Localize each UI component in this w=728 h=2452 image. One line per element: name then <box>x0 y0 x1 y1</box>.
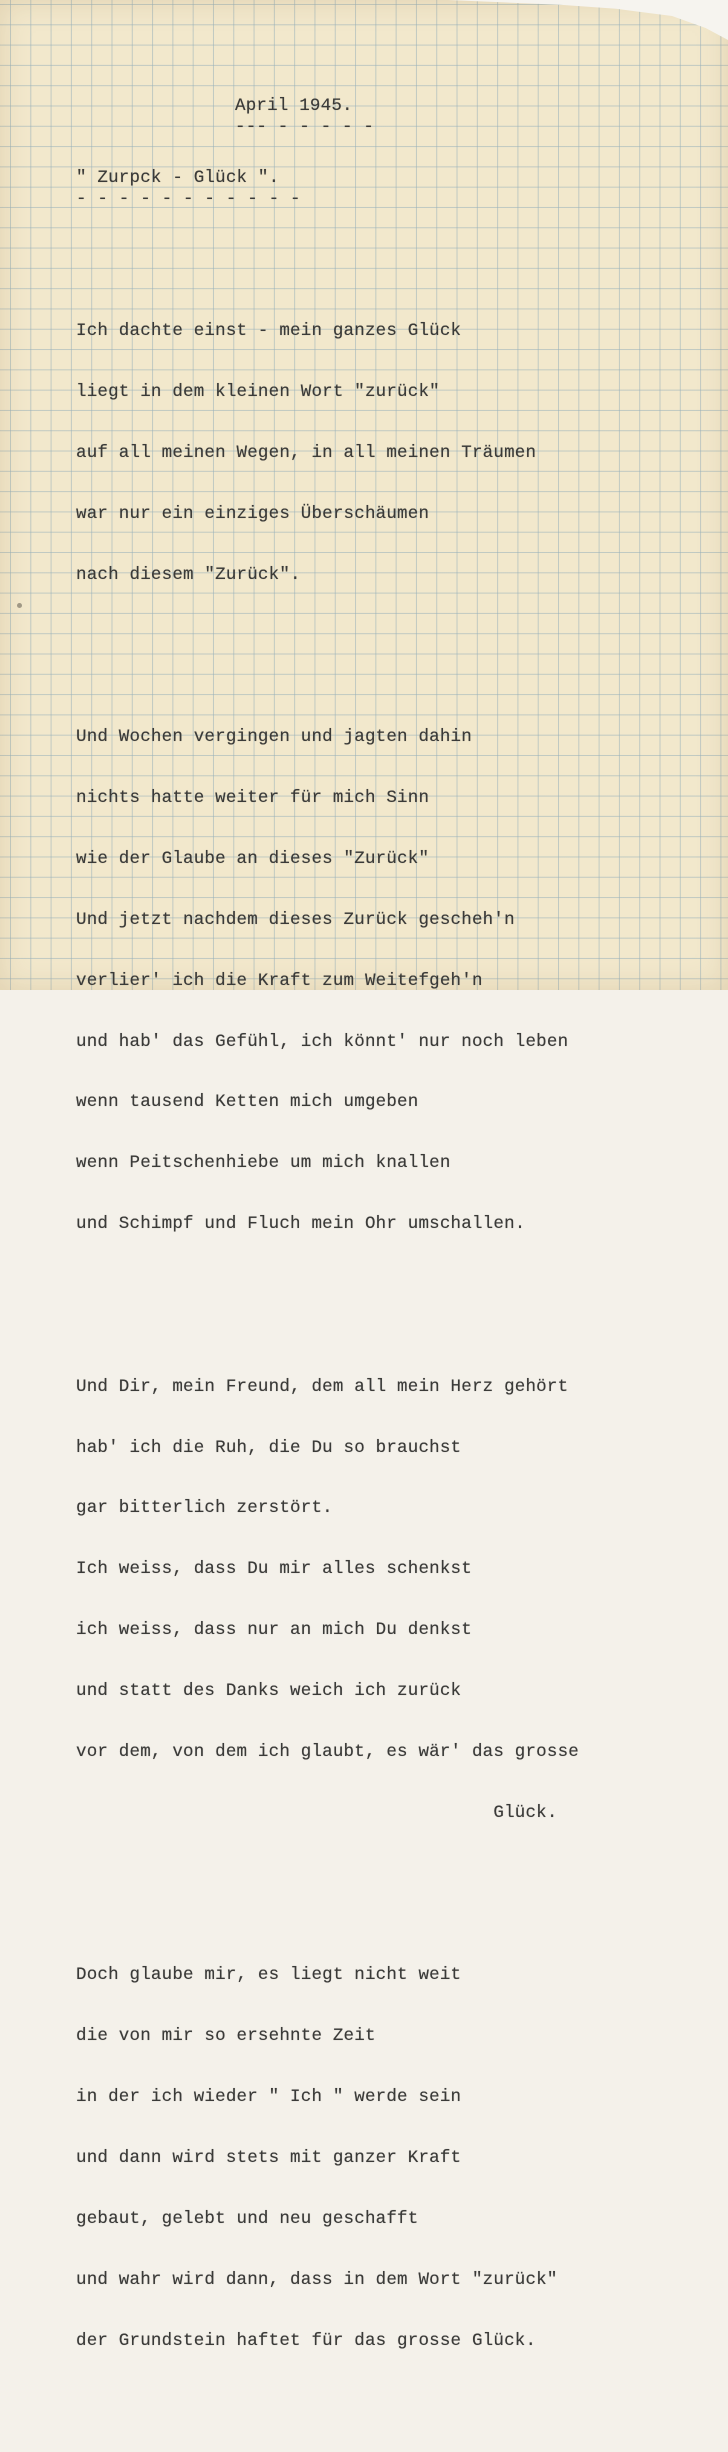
poem-line: wenn tausend Ketten mich umgeben <box>76 1092 419 1113</box>
poem-line: Und Dir, mein Freund, dem all mein Herz gehört <box>76 1376 569 1397</box>
poem-line: und hab' das Gefühl, ich könnt' nur noch leben <box>76 1031 569 1052</box>
poem-line: ich weiss, dass nur an mich Du denkst <box>76 1620 472 1641</box>
poem-line: Doch glaube mir, es liegt nicht weit <box>76 1965 462 1986</box>
title-underline: - - - - - - - - - - - <box>76 189 301 209</box>
poem-line: und dann wird stets mit ganzer Kraft <box>76 2147 462 2168</box>
date-underline: --- - - - - - <box>235 117 375 137</box>
stanza-1 <box>76 281 579 626</box>
poem-line: wie der Glaube an dieses "Zurück" <box>76 848 430 869</box>
poem-title: " Zurpck - Glück ". <box>76 168 280 188</box>
torn-paper-corner <box>448 0 728 40</box>
poem-line: Und Wochen vergingen und jagten dahin <box>76 727 472 748</box>
poem-line: Glück. <box>76 1802 558 1823</box>
stanza-4 <box>76 1925 579 2392</box>
poem-line: die von mir so ersehnte Zeit <box>76 2026 376 2047</box>
poem-line: und wahr wird dann, dass in dem Wort "zurück" <box>76 2269 558 2290</box>
poem-line: gar bitterlich zerstört. <box>76 1498 333 1519</box>
paper-punch-mark <box>17 603 22 608</box>
poem-line: auf all meinen Wegen, in all meinen Träumen <box>76 442 537 463</box>
poem-line: Ich weiss, dass Du mir alles schenkst <box>76 1559 472 1580</box>
poem-line: gebaut, gelebt und neu geschafft <box>76 2208 419 2229</box>
poem-line: hab' ich die Ruh, die Du so brauchst <box>76 1437 462 1458</box>
poem-line: und statt des Danks weich ich zurück <box>76 1681 462 1702</box>
poem-line: verlier' ich die Kraft zum Weitefgeh'n <box>76 970 483 991</box>
stanza-3 <box>76 1336 579 1864</box>
poem-line: der Grundstein haftet für das grosse Glück. <box>76 2330 537 2351</box>
poem-line: Ich dachte einst - mein ganzes Glück <box>76 321 462 342</box>
poem-line: in der ich wieder " Ich " werde sein <box>76 2087 462 2108</box>
poem-line: nichts hatte weiter für mich Sinn <box>76 788 430 809</box>
poem-line: war nur ein einziges Überschäumen <box>76 503 430 524</box>
stanza-2 <box>76 687 579 1276</box>
poem-line: nach diesem "Zurück". <box>76 564 301 585</box>
poem-line: vor dem, von dem ich glaubt, es wär' das grosse <box>76 1741 579 1762</box>
poem-line: liegt in dem kleinen Wort "zurück" <box>76 382 440 403</box>
poem-body <box>76 240 579 2452</box>
poem-line: wenn Peitschenhiebe um mich knallen <box>76 1153 451 1174</box>
poem-line: und Schimpf und Fluch mein Ohr umschallen. <box>76 1214 526 1235</box>
date-heading: April 1945. <box>235 96 353 116</box>
poem-line: Und jetzt nachdem dieses Zurück gescheh'n <box>76 909 515 930</box>
